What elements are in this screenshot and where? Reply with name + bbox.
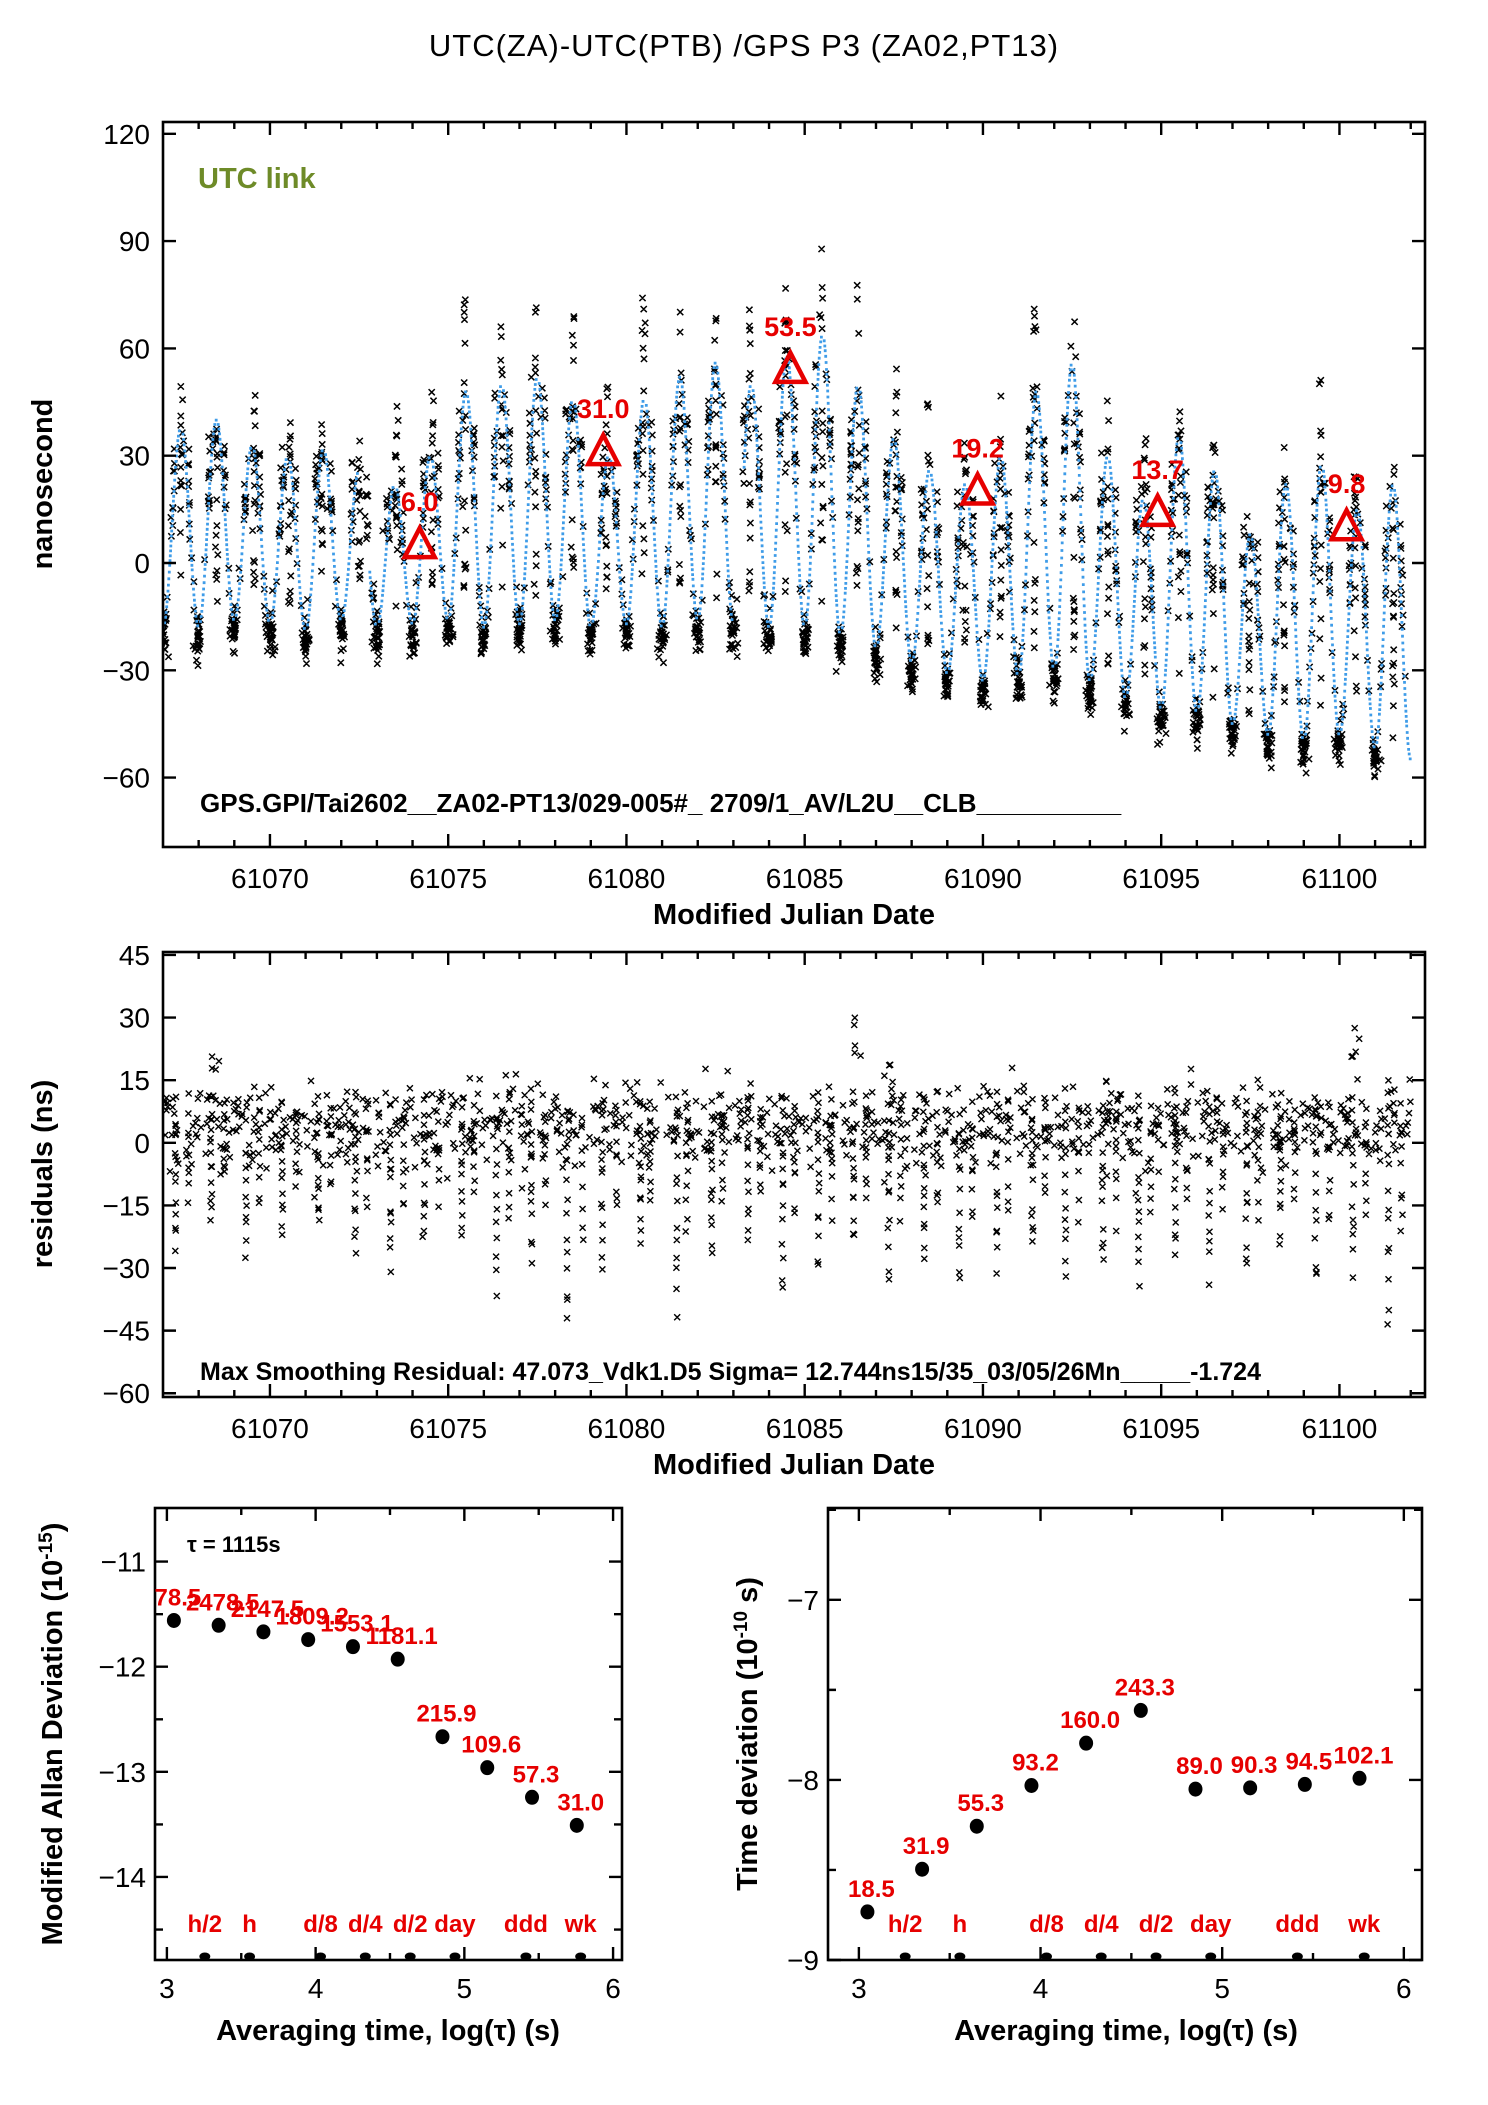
mdev-y-axis-title: Modified Allan Deviation $(10^{-15})$ — [36, 1522, 69, 1946]
mdev-x-tick-label: 5 — [456, 1973, 473, 2004]
residuals-x-tick-label: 61090 — [944, 1413, 1022, 1444]
residuals-x-tick-label: 61075 — [409, 1413, 488, 1444]
mdev-category-label: day — [434, 1911, 476, 1938]
tdev-data-point — [1134, 1703, 1148, 1718]
mdev-tau-note: τ = 1115s — [187, 1532, 281, 1557]
tdev-point-value-label: 243.3 — [1114, 1674, 1175, 1702]
mdev-category-label: h — [242, 1911, 257, 1938]
mdev-data-point — [301, 1632, 315, 1647]
residuals-y-tick-label: −45 — [102, 1315, 150, 1347]
mdev-x-tick-label: 6 — [605, 1973, 621, 2004]
residuals-annotation: Max Smoothing Residual: 47.073_Vdk1.D5 Sigma= 12.744ns15/35_03/05/26Mn_____-1.724 — [200, 1358, 1261, 1386]
top-x-tick-label: 61090 — [944, 863, 1022, 894]
top-y-tick-label: 0 — [134, 548, 150, 580]
axis-ticks — [828, 1508, 1422, 1960]
top-x-tick-label: 61080 — [587, 863, 666, 894]
mdev-y-tick-label: −14 — [98, 1861, 146, 1893]
tdev-y-tick-label: −9 — [787, 1945, 819, 1976]
top-y-tick-label: 90 — [118, 226, 150, 258]
mdev-panel-frame — [155, 1508, 622, 1960]
top-x-tick-label: 61100 — [1301, 863, 1378, 894]
mdev-point-value-label: 109.6 — [461, 1731, 522, 1759]
mdev-point-value-label: 78.5 — [154, 1584, 202, 1612]
mdev-category-label: h/2 — [187, 1911, 223, 1938]
tdev-point-value-label: 31.9 — [902, 1833, 950, 1861]
tdev-point-value-label: 93.2 — [1012, 1749, 1059, 1777]
residuals-y-tick-label: 45 — [118, 939, 150, 971]
tdev-x-tick-label: 4 — [1032, 1973, 1049, 2004]
residuals-y-tick-label: −15 — [102, 1190, 150, 1222]
tdev-category-label: d/2 — [1138, 1911, 1174, 1938]
residuals-x-tick-label: 61100 — [1301, 1413, 1378, 1444]
tdev-x-tick-label: 3 — [851, 1973, 867, 2004]
tdev-panel-frame — [828, 1508, 1422, 1960]
mdev-point-value-label: 1809.2 — [275, 1603, 349, 1631]
tdev-y-tick-label: −7 — [787, 1584, 819, 1616]
tdev-data-point — [1353, 1771, 1367, 1786]
top-x-tick-label: 61070 — [231, 863, 309, 894]
top-x-tick-label: 61095 — [1122, 863, 1201, 894]
top-link-annotation: GPS.GPI/Tai2602__ZA02-PT13/029-005#_ 2709/1_AV/L2U__CLB__________ — [200, 788, 1122, 818]
tdev-data-point — [970, 1819, 984, 1834]
mdev-data-point — [256, 1624, 270, 1639]
mdev-data-point — [435, 1729, 449, 1744]
tdev-x-tick-label: 5 — [1214, 1973, 1230, 2004]
mdev-data-point — [570, 1818, 584, 1833]
mdev-category-label: d/4 — [347, 1911, 383, 1938]
residuals-x-tick-label: 61095 — [1122, 1413, 1201, 1444]
top-y-tick-label: 120 — [103, 118, 150, 150]
top-y-tick-label: −60 — [102, 762, 150, 794]
mdev-point-value-label: 1181.1 — [365, 1623, 438, 1651]
mdev-point-value-label: 1553.1 — [320, 1610, 394, 1638]
mdev-point-value-label: 57.3 — [512, 1761, 560, 1789]
mdev-point-value-label: 2478.5 — [185, 1589, 260, 1617]
tdev-point-value-label: 160.0 — [1060, 1707, 1121, 1735]
tdev-category-label: d/4 — [1083, 1911, 1119, 1938]
mdev-data-point — [167, 1613, 181, 1628]
top-y-tick-label: 60 — [118, 333, 150, 365]
mdev-point-value-label: 31.0 — [557, 1789, 605, 1817]
tdev-x-axis-title: Averaging time, log(τ) (s) — [954, 2015, 1298, 2047]
tdev-data-point — [915, 1862, 929, 1877]
tdev-point-value-label: 18.5 — [848, 1875, 895, 1903]
top-y-tick-label: 30 — [118, 440, 150, 472]
tdev-data-point — [1188, 1782, 1202, 1797]
mdev-y-tick-label: −13 — [98, 1756, 146, 1788]
tdev-data-point — [1079, 1736, 1093, 1751]
tdev-category-label: h/2 — [887, 1911, 923, 1938]
tdev-point-value-label: 89.0 — [1176, 1753, 1223, 1781]
tdev-category-label: ddd — [1275, 1911, 1320, 1938]
tdev-data-point — [1243, 1780, 1257, 1795]
top-x-axis-title: Modified Julian Date — [653, 899, 935, 931]
mdev-category-label: d/2 — [392, 1911, 428, 1938]
residuals-y-tick-label: 30 — [118, 1002, 150, 1034]
calibration-value-label: 19.2 — [951, 433, 1004, 464]
residuals-x-tick-label: 61080 — [587, 1413, 666, 1444]
residuals-x-tick-label: 61070 — [231, 1413, 309, 1444]
top-x-tick-label: 61075 — [409, 863, 488, 894]
tdev-point-value-label: 90.3 — [1230, 1751, 1278, 1779]
page-title: UTC(ZA)-UTC(PTB) /GPS P3 (ZA02,PT13) — [428, 28, 1060, 63]
residuals-y-tick-label: 0 — [134, 1127, 150, 1159]
residuals-y-axis-title: residuals (ns) — [27, 1079, 59, 1269]
axis-ticks — [155, 1508, 622, 1960]
calibration-value-label: 13.7 — [1131, 454, 1184, 485]
residuals-x-tick-label: 61085 — [765, 1413, 844, 1444]
top-y-axis-title: nanosecond — [27, 398, 59, 570]
mdev-point-value-label: 2147.5 — [230, 1595, 305, 1623]
calibration-value-label: 9.8 — [1327, 469, 1366, 500]
tdev-category-label: d/8 — [1029, 1911, 1064, 1938]
mdev-data-point — [480, 1760, 494, 1775]
mdev-x-tick-label: 3 — [159, 1973, 175, 2004]
mdev-data-point — [525, 1790, 539, 1805]
tdev-category-label: day — [1190, 1911, 1232, 1938]
residuals-y-tick-label: 15 — [118, 1065, 150, 1097]
residuals-y-tick-label: −60 — [102, 1378, 150, 1410]
calibration-value-label: 6.0 — [400, 487, 439, 518]
tdev-point-value-label: 102.1 — [1333, 1742, 1394, 1770]
utc-link-note: UTC link — [198, 163, 316, 195]
tdev-data-point — [1298, 1777, 1312, 1792]
tdev-point-value-label: 55.3 — [957, 1790, 1005, 1818]
residuals-x-axis-title: Modified Julian Date — [653, 1449, 935, 1481]
tdev-point-value-label: 94.5 — [1285, 1748, 1333, 1776]
calibration-value-label: 53.5 — [764, 311, 817, 342]
residuals-scatter — [162, 1015, 1414, 1328]
top-y-tick-label: −30 — [102, 655, 150, 687]
mdev-x-axis-title: Averaging time, log(τ) (s) — [216, 2015, 560, 2047]
mdev-category-label: wk — [564, 1911, 597, 1938]
mdev-y-tick-label: −12 — [98, 1651, 146, 1683]
tdev-y-tick-label: −8 — [787, 1764, 819, 1796]
tdev-category-label: wk — [1348, 1911, 1381, 1938]
mid-plot-area — [162, 1015, 1414, 1328]
mdev-point-value-label: 215.9 — [416, 1700, 477, 1728]
mdev-data-point — [391, 1652, 405, 1667]
mdev-x-tick-label: 4 — [307, 1973, 324, 2004]
tdev-data-point — [1024, 1778, 1038, 1793]
tdev-category-label: h — [952, 1911, 968, 1938]
tdev-y-axis-title: Time deviation ($10^{-10}$ s) — [731, 1577, 764, 1891]
residuals-y-tick-label: −30 — [102, 1253, 150, 1285]
calibration-value-label: 31.0 — [576, 394, 630, 425]
mdev-data-point — [346, 1639, 360, 1654]
mdev-y-tick-label: −11 — [100, 1546, 146, 1578]
mdev-category-label: ddd — [503, 1911, 548, 1938]
tdev-x-tick-label: 6 — [1396, 1973, 1412, 2004]
mdev-category-label: d/8 — [303, 1911, 338, 1938]
mdev-data-point — [212, 1618, 226, 1633]
tdev-data-point — [860, 1904, 874, 1919]
top-x-tick-label: 61085 — [765, 863, 844, 894]
